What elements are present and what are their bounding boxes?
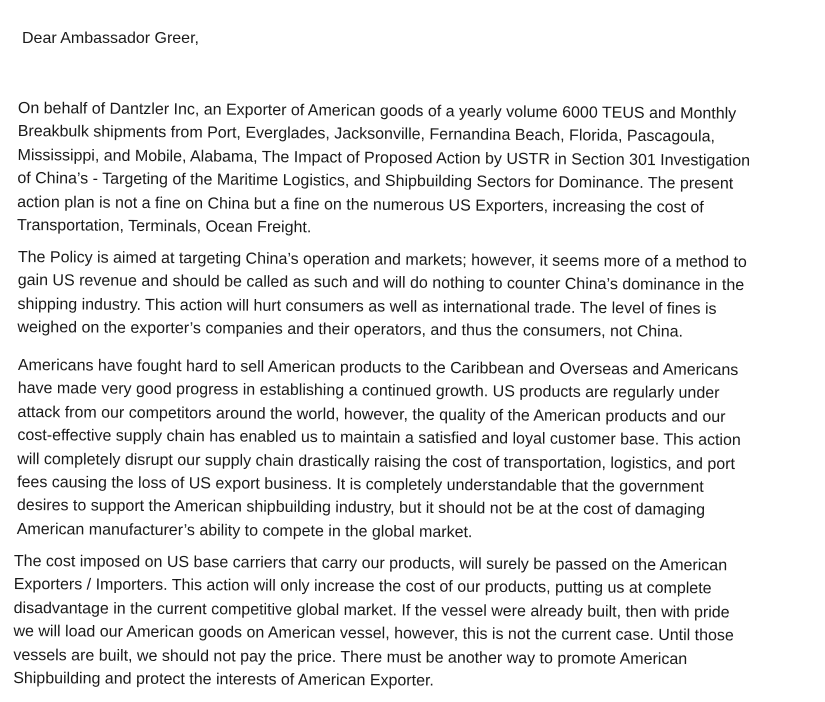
paragraph-line: vessels are built, we should not pay the price. There must be another way to promote American xyxy=(13,646,688,668)
paragraph-2 xyxy=(17,246,747,345)
paragraph-line: cost-effective supply chain has enabled us to maintain a satisfied and loyal customer base. This action xyxy=(17,427,741,450)
paragraph-line: will completely disrupt our supply chain drastically raising the cost of transportation, logistics, and port xyxy=(17,450,735,473)
paragraph-line: Exporters / Importers. This action will only increase the cost of our products, putting us at complete xyxy=(13,576,712,598)
paragraph-4 xyxy=(13,550,734,695)
paragraph-line: we will load our American goods on American vessel, however, this is not the current case. Until those xyxy=(13,623,734,645)
paragraph-line: attack from our competitors around the world, however, the quality of the American products and our xyxy=(17,403,726,426)
paragraph-line: Breakbulk shipments from Port, Everglades, Jacksonville, Fernandina Beach, Florida, Pascagoula, xyxy=(17,123,716,146)
paragraph-line: fees causing the loss of US export business. It is completely understandable that the government xyxy=(17,473,704,496)
paragraph-line: On behalf of Dantzler Inc, an Exporter of American goods of a yearly volume 6000 TEUS and Monthly xyxy=(17,99,737,123)
salutation: Dear Ambassador Greer, xyxy=(22,30,199,47)
paragraph-line: disadvantage in the current competitive global market. If the vessel were already built, then with pride xyxy=(13,599,730,622)
paragraph-line: Transportation, Terminals, Ocean Freight. xyxy=(16,216,312,237)
paragraph-line: of China’s - Targeting of the Maritime Logistics, and Shipbuilding Sectors for Dominance. The present xyxy=(17,170,734,193)
paragraph-line: The cost imposed on US base carriers that carry our products, will surely be passed on the American xyxy=(13,552,728,575)
paragraph-1 xyxy=(17,97,751,243)
paragraph-line: The Policy is aimed at targeting China’s operation and markets; however, it seems more of a method to xyxy=(17,248,747,272)
paragraph-3 xyxy=(17,354,742,546)
paragraph-line: desires to support the American shipbuilding industry, but it should not be at the cost of damaging xyxy=(16,497,706,520)
paragraph-line: weighed on the exporter’s companies and their operators, and thus the consumers, not China. xyxy=(17,319,684,341)
paragraph-line: Mississippi, and Mobile, Alabama, The Impact of Proposed Action by USTR in Section 301 Investigation xyxy=(17,146,751,170)
paragraph-line: Shipbuilding and protect the interests of American Exporter. xyxy=(13,669,434,690)
paragraph-line: Americans have fought hard to sell American products to the Caribbean and Overseas and Americans xyxy=(17,356,739,380)
paragraph-line: action plan is not a fine on China but a fine on the numerous US Exporters, increasing the cost of xyxy=(17,193,704,216)
paragraph-line: shipping industry. This action will hurt consumers as well as international trade. The level of fines is xyxy=(17,295,717,318)
paragraph-line: have made very good progress in establishing a continued growth. US products are regularly under xyxy=(17,380,720,403)
paragraph-line: gain US revenue and should be called as such and will do nothing to counter China’s dominance in the xyxy=(17,272,745,295)
paragraph-line: American manufacturer’s ability to compete in the global market. xyxy=(16,520,473,541)
